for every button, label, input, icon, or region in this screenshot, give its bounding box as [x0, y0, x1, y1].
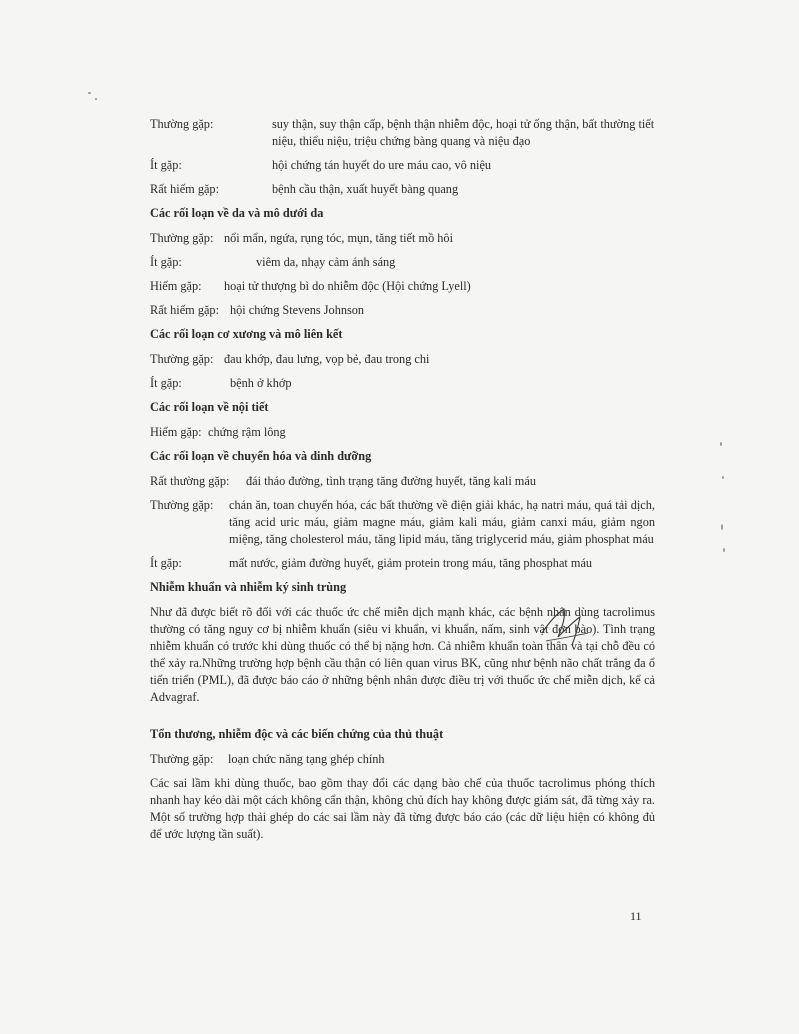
freq-row [150, 230, 655, 247]
freq-text: loạn chức năng tạng ghép chính [228, 752, 385, 766]
medication-error-paragraph: Các sai lầm khi dùng thuốc, bao gồm thay đổi các dạng bào chế của thuốc tacrolimus phóng thích nhanh hay kéo dài một cách không cẩn thận, không chủ đích hay không được giám sát, đã từng xảy ra. Một số trường hợp thải ghép do các sai lầm này đã từng được báo cáo (các dữ liệu hiện có không đủ để ước lượng tần suất). [150, 776, 655, 841]
freq-text: suy thận, suy thận cấp, bệnh thận nhiễm độc, hoại tử ống thận, bất thường tiết niệu, thiểu niệu, triệu chứng bàng quang và niệu đạo [272, 117, 655, 148]
freq-row [150, 497, 655, 548]
freq-label: Ít gặp: [150, 376, 182, 390]
freq-label: Rất hiếm gặp: [150, 182, 219, 196]
freq-row [150, 254, 655, 271]
section-endocrine [150, 399, 655, 441]
freq-label: Hiếm gặp: [150, 425, 202, 439]
freq-text: bệnh cầu thận, xuất huyết bàng quang [272, 182, 459, 196]
page-number: 11 [630, 909, 642, 923]
section-skin [150, 205, 655, 319]
document-body [150, 116, 655, 851]
freq-row [150, 424, 655, 441]
freq-label: Rất hiếm gặp: [150, 303, 219, 317]
freq-row [150, 751, 655, 768]
section-metabolism [150, 448, 655, 572]
signature-mark [536, 603, 596, 653]
section-musculoskeletal [150, 326, 655, 392]
freq-row [150, 351, 655, 368]
freq-text: hoại tử thượng bì do nhiễm độc (Hội chứng Lyell) [224, 279, 471, 293]
section-injury [150, 726, 655, 843]
scan-speck [722, 476, 724, 479]
freq-text: chán ăn, toan chuyển hóa, các bất thường về điện giải khác, hạ natri máu, quá tải dịch, tăng acid uric máu, giảm magne máu, giảm kali máu, giảm canxi máu, giảm ngon miệng, tăng cholesterol máu, tăng lipid máu, tăng triglycerid máu, giảm phosphat máu [229, 498, 655, 546]
section-heading: Các rối loạn cơ xương và mô liên kết [150, 327, 343, 341]
freq-label: Thường gặp: [150, 117, 214, 131]
section-heading: Nhiễm khuẩn và nhiễm ký sinh trùng [150, 580, 347, 594]
freq-row [150, 555, 655, 572]
freq-label: Thường gặp: [150, 498, 214, 512]
scan-speck [723, 548, 725, 552]
freq-label: Rất thường gặp: [150, 474, 230, 488]
freq-row [150, 278, 655, 295]
scan-speck [88, 92, 91, 94]
scan-speck [721, 524, 723, 530]
freq-label: Thường gặp: [150, 231, 214, 245]
section-renal [150, 116, 655, 198]
freq-text: viêm da, nhạy cảm ánh sáng [256, 255, 396, 269]
scan-speck [720, 442, 722, 446]
section-heading: Tổn thương, nhiễm độc và các biến chứng của thủ thuật [150, 727, 444, 741]
infection-paragraph: Như đã được biết rõ đối với các thuốc ức chế miễn dịch mạnh khác, các bệnh nhân dùng tacrolimus thường có tăng nguy cơ bị nhiễm khuẩn (siêu vi khuẩn, vi khuẩn, nấm, sinh vật đơn bào). Tình trạng nhiễm khuẩn có trước khi dùng thuốc có thể bị nặng hơn. Cả nhiễm khuẩn toàn thân và tại chỗ đều có thể xảy ra.Những trường hợp bệnh cầu thận có liên quan virus BK, cũng như bệnh não chất trắng đa ổ tiến triển (PML), đã được báo cáo ở những bệnh nhân được điều trị với thuốc ức chế miễn dịch, kể cả Advagraf. [150, 605, 655, 704]
freq-text: hội chứng Stevens Johnson [230, 303, 365, 317]
section-heading: Các rối loạn về da và mô dưới da [150, 206, 324, 220]
freq-text: nổi mẩn, ngứa, rụng tóc, mụn, tăng tiết mồ hôi [224, 231, 453, 245]
freq-label: Thường gặp: [150, 752, 214, 766]
freq-text: đái tháo đường, tình trạng tăng đường huyết, tăng kali máu [246, 474, 536, 488]
freq-label: Ít gặp: [150, 556, 182, 570]
freq-label: Hiếm gặp: [150, 279, 202, 293]
freq-label: Thường gặp: [150, 352, 214, 366]
freq-text: đau khớp, đau lưng, vọp bẻ, đau trong chi [224, 352, 430, 366]
freq-label: Ít gặp: [150, 158, 182, 172]
freq-text: bệnh ở khớp [230, 376, 292, 390]
section-heading: Các rối loạn về nội tiết [150, 400, 269, 414]
freq-label: Ít gặp: [150, 255, 182, 269]
freq-row [150, 116, 655, 150]
freq-row [150, 473, 655, 490]
freq-row [150, 375, 655, 392]
freq-text: mất nước, giảm đường huyết, giảm protein trong máu, tăng phosphat máu [229, 556, 593, 570]
freq-text: hội chứng tán huyết do ure máu cao, vô niệu [272, 158, 492, 172]
freq-text: chứng rậm lông [208, 425, 286, 439]
freq-row [150, 302, 655, 319]
freq-row [150, 157, 655, 174]
scan-speck [95, 98, 97, 100]
section-heading: Các rối loạn về chuyển hóa và dinh dưỡng [150, 449, 372, 463]
freq-row [150, 181, 655, 198]
